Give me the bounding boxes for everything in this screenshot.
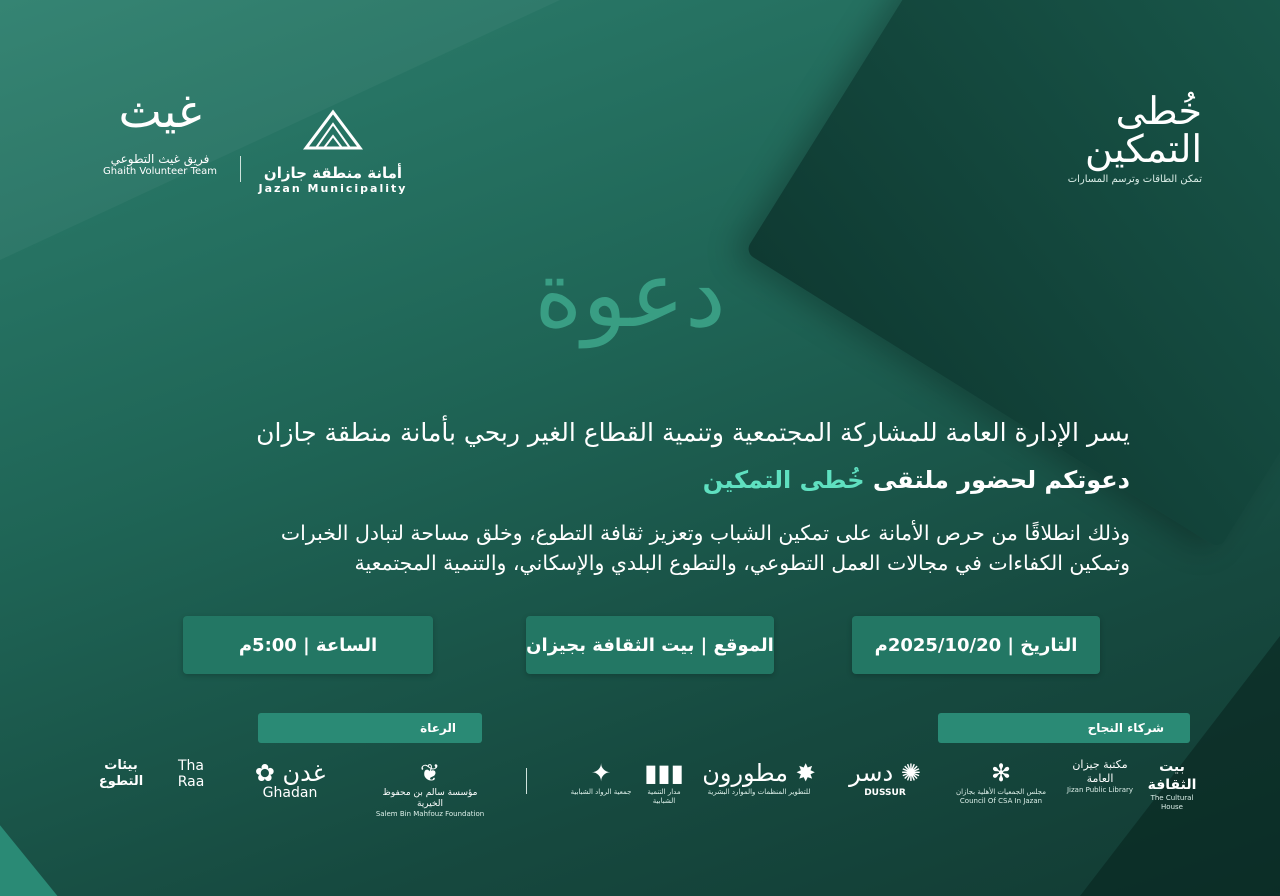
wheat-icon: ❦ [419, 759, 441, 787]
dome-icon [302, 108, 364, 152]
jazan-logo [258, 108, 408, 195]
partner-logo-rowad [570, 758, 632, 797]
sponsor-name: غدن [282, 759, 326, 787]
sponsors-label: الرعاة [258, 713, 482, 743]
partner-sub: Jizan Public Library [1066, 786, 1134, 794]
brand-line1: خُطى [1115, 89, 1202, 133]
brand-tagline: تمكن الطاقات وترسم المسارات [1067, 174, 1202, 185]
sponsor-name: بيئات التطوع [98, 758, 144, 789]
snowflake-icon: ✻ [990, 759, 1012, 787]
date-box: التاريخ | 2025/10/20م [852, 616, 1100, 674]
sponsor-logo-biyat [86, 758, 156, 790]
logos-divider [526, 768, 527, 794]
partner-logo-madar [636, 758, 692, 806]
partner-logo-library [1062, 758, 1138, 795]
partner-name: مكتبة جيزان العامة [1072, 758, 1128, 785]
partner-logo-dussur [830, 758, 940, 799]
partner-name: بيت الثقافة [1147, 759, 1197, 793]
jazan-name-ar: أمانة منطقة جازان [263, 164, 403, 182]
brand-logo [1032, 89, 1202, 185]
partner-name: جمعية الرواد الشبابية [570, 788, 632, 796]
partner-logo-motaworon [694, 758, 824, 797]
invite-line2-highlight: خُطى التمكين [702, 466, 865, 494]
flower-icon: ✿ غدن [254, 759, 326, 787]
ghaith-logo [100, 84, 220, 177]
partner-name: مجلس الجمعيات الأهلية بجازان [956, 788, 1046, 796]
partner-sub: The Cultural House [1150, 794, 1194, 811]
sponsor-logo-tharaa [166, 758, 216, 790]
partner-name: مطورون [702, 759, 788, 787]
sponsor-name: مؤسسة سالم بن محفوظ الخيرية [382, 788, 478, 809]
invite-paragraph [150, 518, 1130, 578]
ghaith-name-en: Ghaith Volunteer Team [102, 166, 217, 177]
partner-sub: للتطوير المنظمات والموارد البشرية [707, 788, 811, 796]
sponsor-logo-ghadan [230, 758, 350, 799]
calligraphy-title: دعوة [534, 241, 726, 348]
partner-logo-council [946, 758, 1056, 806]
partner-sub: DUSSUR [864, 788, 906, 798]
sponsor-logo-salem [370, 758, 490, 819]
partner-sub: Council Of CSA In Jazan [959, 797, 1043, 805]
location-box: الموقع | بيت الثقافة بجيزان [526, 616, 774, 674]
invite-line2 [150, 466, 1130, 494]
bg-triangle-bottom-left [0, 776, 90, 896]
star-icon: مطورون ✸ [702, 759, 816, 787]
ghaith-name-ar: فريق غيث التطوعي [110, 152, 210, 166]
invite-line1: يسر الإدارة العامة للمشاركة المجتمعية وتنمية القطاع الغير ربحي بأمانة منطقة جازان [256, 418, 1130, 447]
invite-para2: وتمكين الكفاءات في مجالات العمل التطوعي، والتطوع البلدي والإسكاني، والتنمية المجتمعية [354, 551, 1130, 575]
ghaith-mark: غيث [118, 84, 202, 138]
sun-icon: دسر ✺ [849, 759, 921, 787]
partner-name: مدار التنمية الشبابية [647, 788, 681, 805]
invite-para1: وذلك انطلاقًا من حرص الأمانة على تمكين الشباب وتعزيز ثقافة التطوع، وخلق مساحة لتبادل الخبرات [280, 521, 1130, 545]
partner-name: دسر [849, 759, 894, 787]
time-box: الساعة | 5:00م [183, 616, 433, 674]
brand-line2: التمكين [1085, 127, 1202, 171]
jazan-name-en: Jazan Municipality [258, 182, 408, 195]
bars-icon: ▮▮▮ [644, 759, 684, 787]
people-icon: ✦ [590, 759, 612, 787]
partners-label: شركاء النجاح [938, 713, 1190, 743]
sponsor-sub: Salem Bin Mahfouz Foundation [375, 810, 485, 818]
sponsor-sub: Ghadan [262, 785, 318, 801]
logo-divider [240, 156, 241, 182]
sponsor-name: Tha Raa [177, 758, 205, 790]
partner-logo-culture-house [1140, 758, 1204, 812]
invite-line2-prefix: دعوتكم لحضور ملتقى [864, 466, 1130, 494]
